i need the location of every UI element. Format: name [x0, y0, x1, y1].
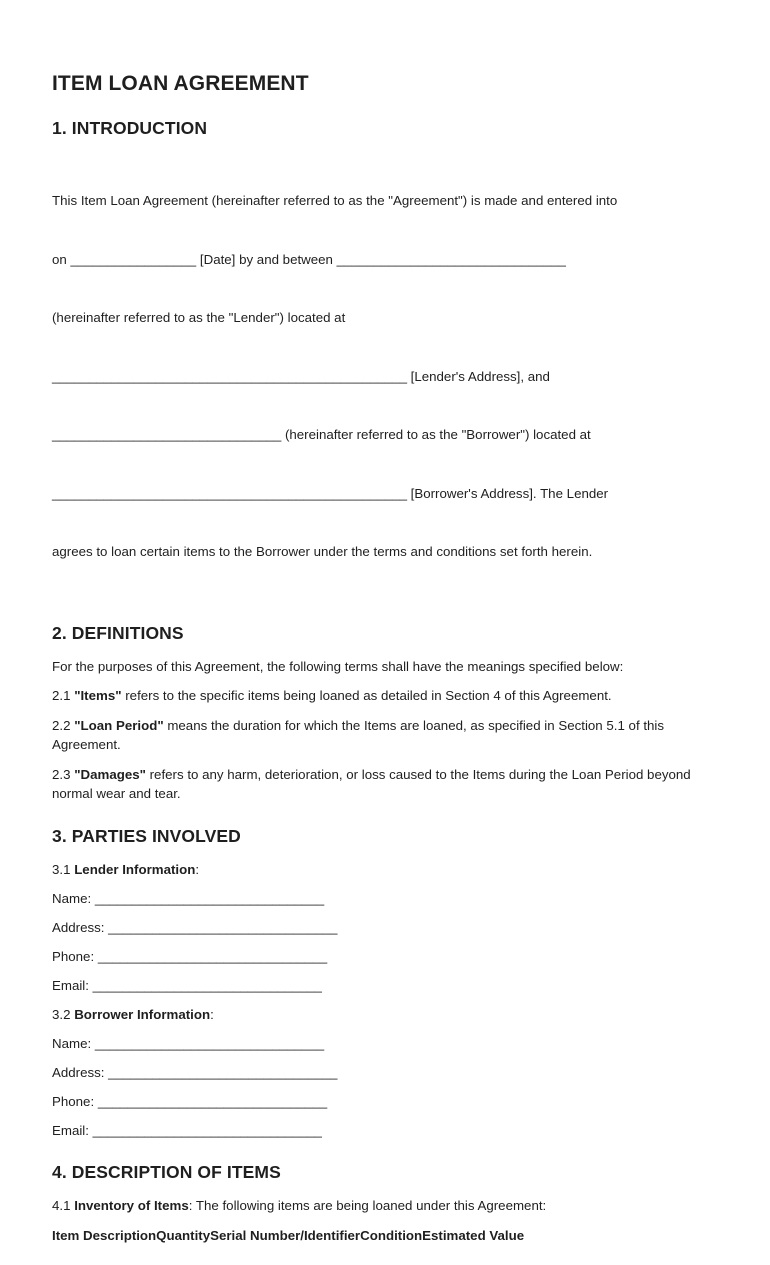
lender-label: Lender Information	[74, 861, 196, 877]
section-items	[52, 1162, 722, 1245]
section-parties	[52, 826, 722, 1141]
lender-email-field[interactable]: Email: _______________________________	[52, 977, 322, 993]
lender-address-field[interactable]: Address: _______________________________	[52, 919, 338, 935]
introduction-paragraph	[52, 152, 722, 601]
inventory-paragraph	[52, 1196, 722, 1216]
borrower-name-field[interactable]: Name: _______________________________	[52, 1035, 325, 1051]
definition-item	[52, 716, 722, 755]
section-introduction	[52, 118, 722, 601]
definition-term: "Items"	[74, 688, 122, 703]
definitions-intro: For the purposes of this Agreement, the following terms shall have the meanings specified below:	[52, 658, 624, 674]
definition-item	[52, 765, 722, 804]
intro-line: ________________________________________________ [Lender's Address], and	[52, 368, 550, 384]
definition-text: means the duration for which the Items are loaned, as specified in Section 5.1 of this Agreement.	[52, 717, 668, 752]
section-heading-parties: 3. PARTIES INVOLVED	[52, 825, 241, 846]
definition-term: "Damages"	[74, 766, 146, 782]
lender-number: 3.1	[52, 861, 75, 877]
section-heading-introduction: 1. INTRODUCTION	[52, 118, 208, 138]
definition-term: "Loan Period"	[74, 717, 164, 733]
lender-phone-field[interactable]: Phone: _______________________________	[52, 948, 328, 964]
inventory-label: Inventory of Items	[74, 1198, 189, 1213]
lender-suffix: :	[195, 861, 200, 877]
definition-number: 2.1	[52, 688, 75, 703]
document-title: ITEM LOAN AGREEMENT	[52, 72, 309, 95]
items-table-header: Item DescriptionQuantitySerial Number/IdentifierConditionEstimated Value	[52, 1227, 525, 1243]
section-heading-items: 4. DESCRIPTION OF ITEMS	[52, 1162, 281, 1182]
document-page	[52, 72, 722, 1265]
borrower-phone-field[interactable]: Phone: _______________________________	[52, 1093, 328, 1109]
borrower-suffix: :	[210, 1006, 214, 1022]
intro-line: on _________________ [Date] by and between _______________________________	[52, 251, 566, 267]
borrower-email-field[interactable]: Email: _______________________________	[52, 1122, 322, 1138]
borrower-info-heading	[52, 1005, 722, 1025]
definition-text: refers to any harm, deterioration, or loss caused to the Items during the Loan Period beyond normal wear and tear.	[52, 766, 695, 801]
borrower-address-field[interactable]: Address: _______________________________	[52, 1064, 338, 1080]
lender-name-field[interactable]: Name: _______________________________	[52, 890, 325, 906]
borrower-number: 3.2	[52, 1006, 75, 1022]
intro-line: _______________________________ (hereinafter referred to as the "Borrower") located at	[52, 427, 591, 442]
section-definitions	[52, 623, 722, 804]
definition-number: 2.3	[52, 766, 75, 782]
intro-line: This Item Loan Agreement (hereinafter referred to as the "Agreement") is made and entered into	[52, 193, 618, 208]
intro-line: ________________________________________________ [Borrower's Address]. The Lender	[52, 485, 609, 501]
definition-number: 2.2	[52, 717, 75, 733]
definition-text: refers to the specific items being loaned as detailed in Section 4 of this Agreement.	[121, 688, 612, 703]
inventory-number: 4.1	[52, 1198, 75, 1213]
borrower-label: Borrower Information	[74, 1006, 211, 1022]
inventory-text: : The following items are being loaned under this Agreement:	[188, 1198, 547, 1213]
intro-line: (hereinafter referred to as the "Lender") located at	[52, 310, 346, 325]
definition-item	[52, 686, 722, 706]
intro-line: agrees to loan certain items to the Borrower under the terms and conditions set forth herein.	[52, 544, 593, 559]
lender-info-heading	[52, 860, 722, 880]
section-heading-definitions: 2. DEFINITIONS	[52, 622, 184, 643]
